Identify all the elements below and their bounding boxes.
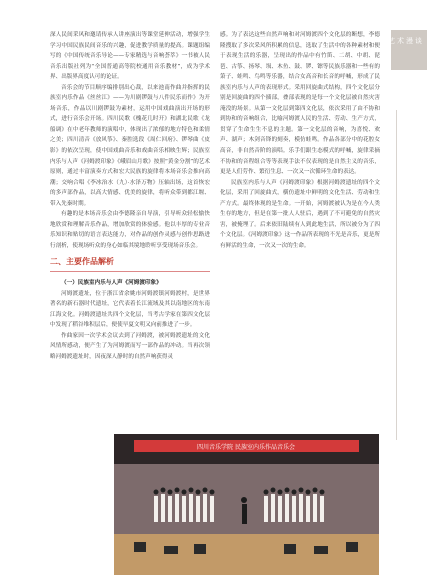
right-column: [220, 30, 380, 251]
paragraph: 音乐会的节目顺序编排别出心裁，以来池南作曲并指挥的民族室内乐作品《丝丝江》——为川剧锣鼓与八件民乐而作》为开场音乐，作品以川剧锣鼓为素材，运用中国戏曲演出开场的形式，进行音乐会开场。四川民歌《槐花几时开》和湖北民歌《龙船调》在中老年教师的演唱中，体现出了浓郁的地方特色和柔情之美；四川清音《放风筝》、秦腔选段《周仁回府》、锣琴曲《皮影》的依次呈现，使中国戏曲音乐和戏曲音乐相映生辉；民族室内乐与人声《河姆渡印象》《峨眉山月歌》按照“黄金分割”的艺术原则，通过丰富演奏方式和宏大民族的旋律将本场音乐会推向高潮；交响合唱《李冰治水（九）·水泽万物》压轴出场，这首恢宏的多声部作品，以高大情感、优美的旋律，将听众带到都江堰、带入先秦时期。: [50, 84, 210, 207]
paragraph: 有趣的是本场音乐会由李德隆亲自导演，引导听众轻松愉快地欣赏和理解音乐作品，增加欣赏的体验感。他以丰厚的专业音乐知识和贴切的语言表达能力，对作品的创作灵感与创作思路进行剖析，使现场听众的身心如临其境地聆听享受现场音乐会。: [50, 211, 210, 249]
section-tag-label: 艺术漫谈: [388, 37, 424, 45]
concert-photo: [114, 434, 379, 575]
section-heading: 二、主要作品解析: [50, 257, 114, 267]
heading-rule: [50, 271, 210, 272]
paragraph: 深人民间采风和邀请传承人讲座演出等课堂延伸活动，增强学生学习中国民族民间音乐的兴趣，促进教学质量的提高。课题组编写的《中国传统音乐导论——专家精选与音响荟萃》一书被人民音乐出版社列为“全国普通高等院校通用音乐教材”，成为学术界、出版界高度认可的论证。: [50, 32, 210, 81]
paragraph: 作曲家因一次学术会议去到了河姆渡，被河姆渡遗址的文化风情所感动，便产生了为河姆渡而写一部作品的冲动。当再次领略河姆渡遗址时，因夜深人静时的自然声响获得灵: [50, 332, 210, 360]
side-divider: [396, 110, 397, 440]
paragraph: 民族室内乐与人声《河姆渡印象》根据河姆渡遗址的四个文化层，采用了回旋曲式，横仿遗址中鲜明的文化生活、劳动和生产方式。最终体现的是生命。一开始，河姆渡被认为是在今人类生存的地方，但是在第一批人人驻后，遇到了不可避免的自然灾害，被掩埋了。后来依旧陆续有人到此地生活，所以被分为了四个文化层。《河姆渡印象》这一作品所表现的不光是音乐，更是所有鲜活的生命，一次又一次的生命。: [220, 179, 380, 249]
subsection-heading: （一）民族室内乐与人声《河姆渡印象》: [61, 280, 162, 287]
photo-banner: 四川音乐学院 民族室内乐作品音乐会: [197, 444, 295, 451]
left-column: [50, 30, 210, 362]
concert-stage-illustration: [114, 434, 379, 575]
paragraph: 河姆渡遗址，位于浙江省余姚市河姆渡镇河姆渡村，是世界著名的新石器时代遗址，它代表着长江流域及其以南地区的东南江海文化。河姆渡遗址共四个文化层，当考古学家在第四文化层中发现了稻谷堆积层后，便使早夏文明又向前推进了一步。: [50, 290, 210, 329]
paragraph: 感。为了表达这些自然声响和对河姆渡四个文化层的断想，李德隆搜取了多次采风所积累的信息，选取了生活中的各种素材和便于表现生活的乐器，呈现出的作品中有竹笛、二胡、中胡、琵琶、古筝、扬琴、埙、木鱼、鼓、锣、镲等民族乐器和一些有的箫子、蛙鸣、鸟鸣等乐器，结合女高音和长音的呼喊，形成了民族室内乐与人声的表现形式。采用回旋曲式结构，四个文化层分别是回旋曲的四个插部，叠部表现的是每一个文化层被自然灾害淹没的场景。从第一文化层到第四文化层，依次采用了由不协和到协和的音响组合，比喻河姆渡人民的生活、劳动、生产方式，贯穿了生命生生不息的主题。第一文化层的音响，为喜悦、欢声、湖声；木剑音锋的刻奏，模仿蛙鸣。作品各部分中的花腔女高音，非自然音阶的演唱。乐手们跟生态模式的呼喊，旋律采摘不协和的音程组合等等表现手法不仅表现的是自然主义的音乐，更是人们劳作、繁衍生息、一次又一次循环生命的表达。: [220, 32, 380, 176]
